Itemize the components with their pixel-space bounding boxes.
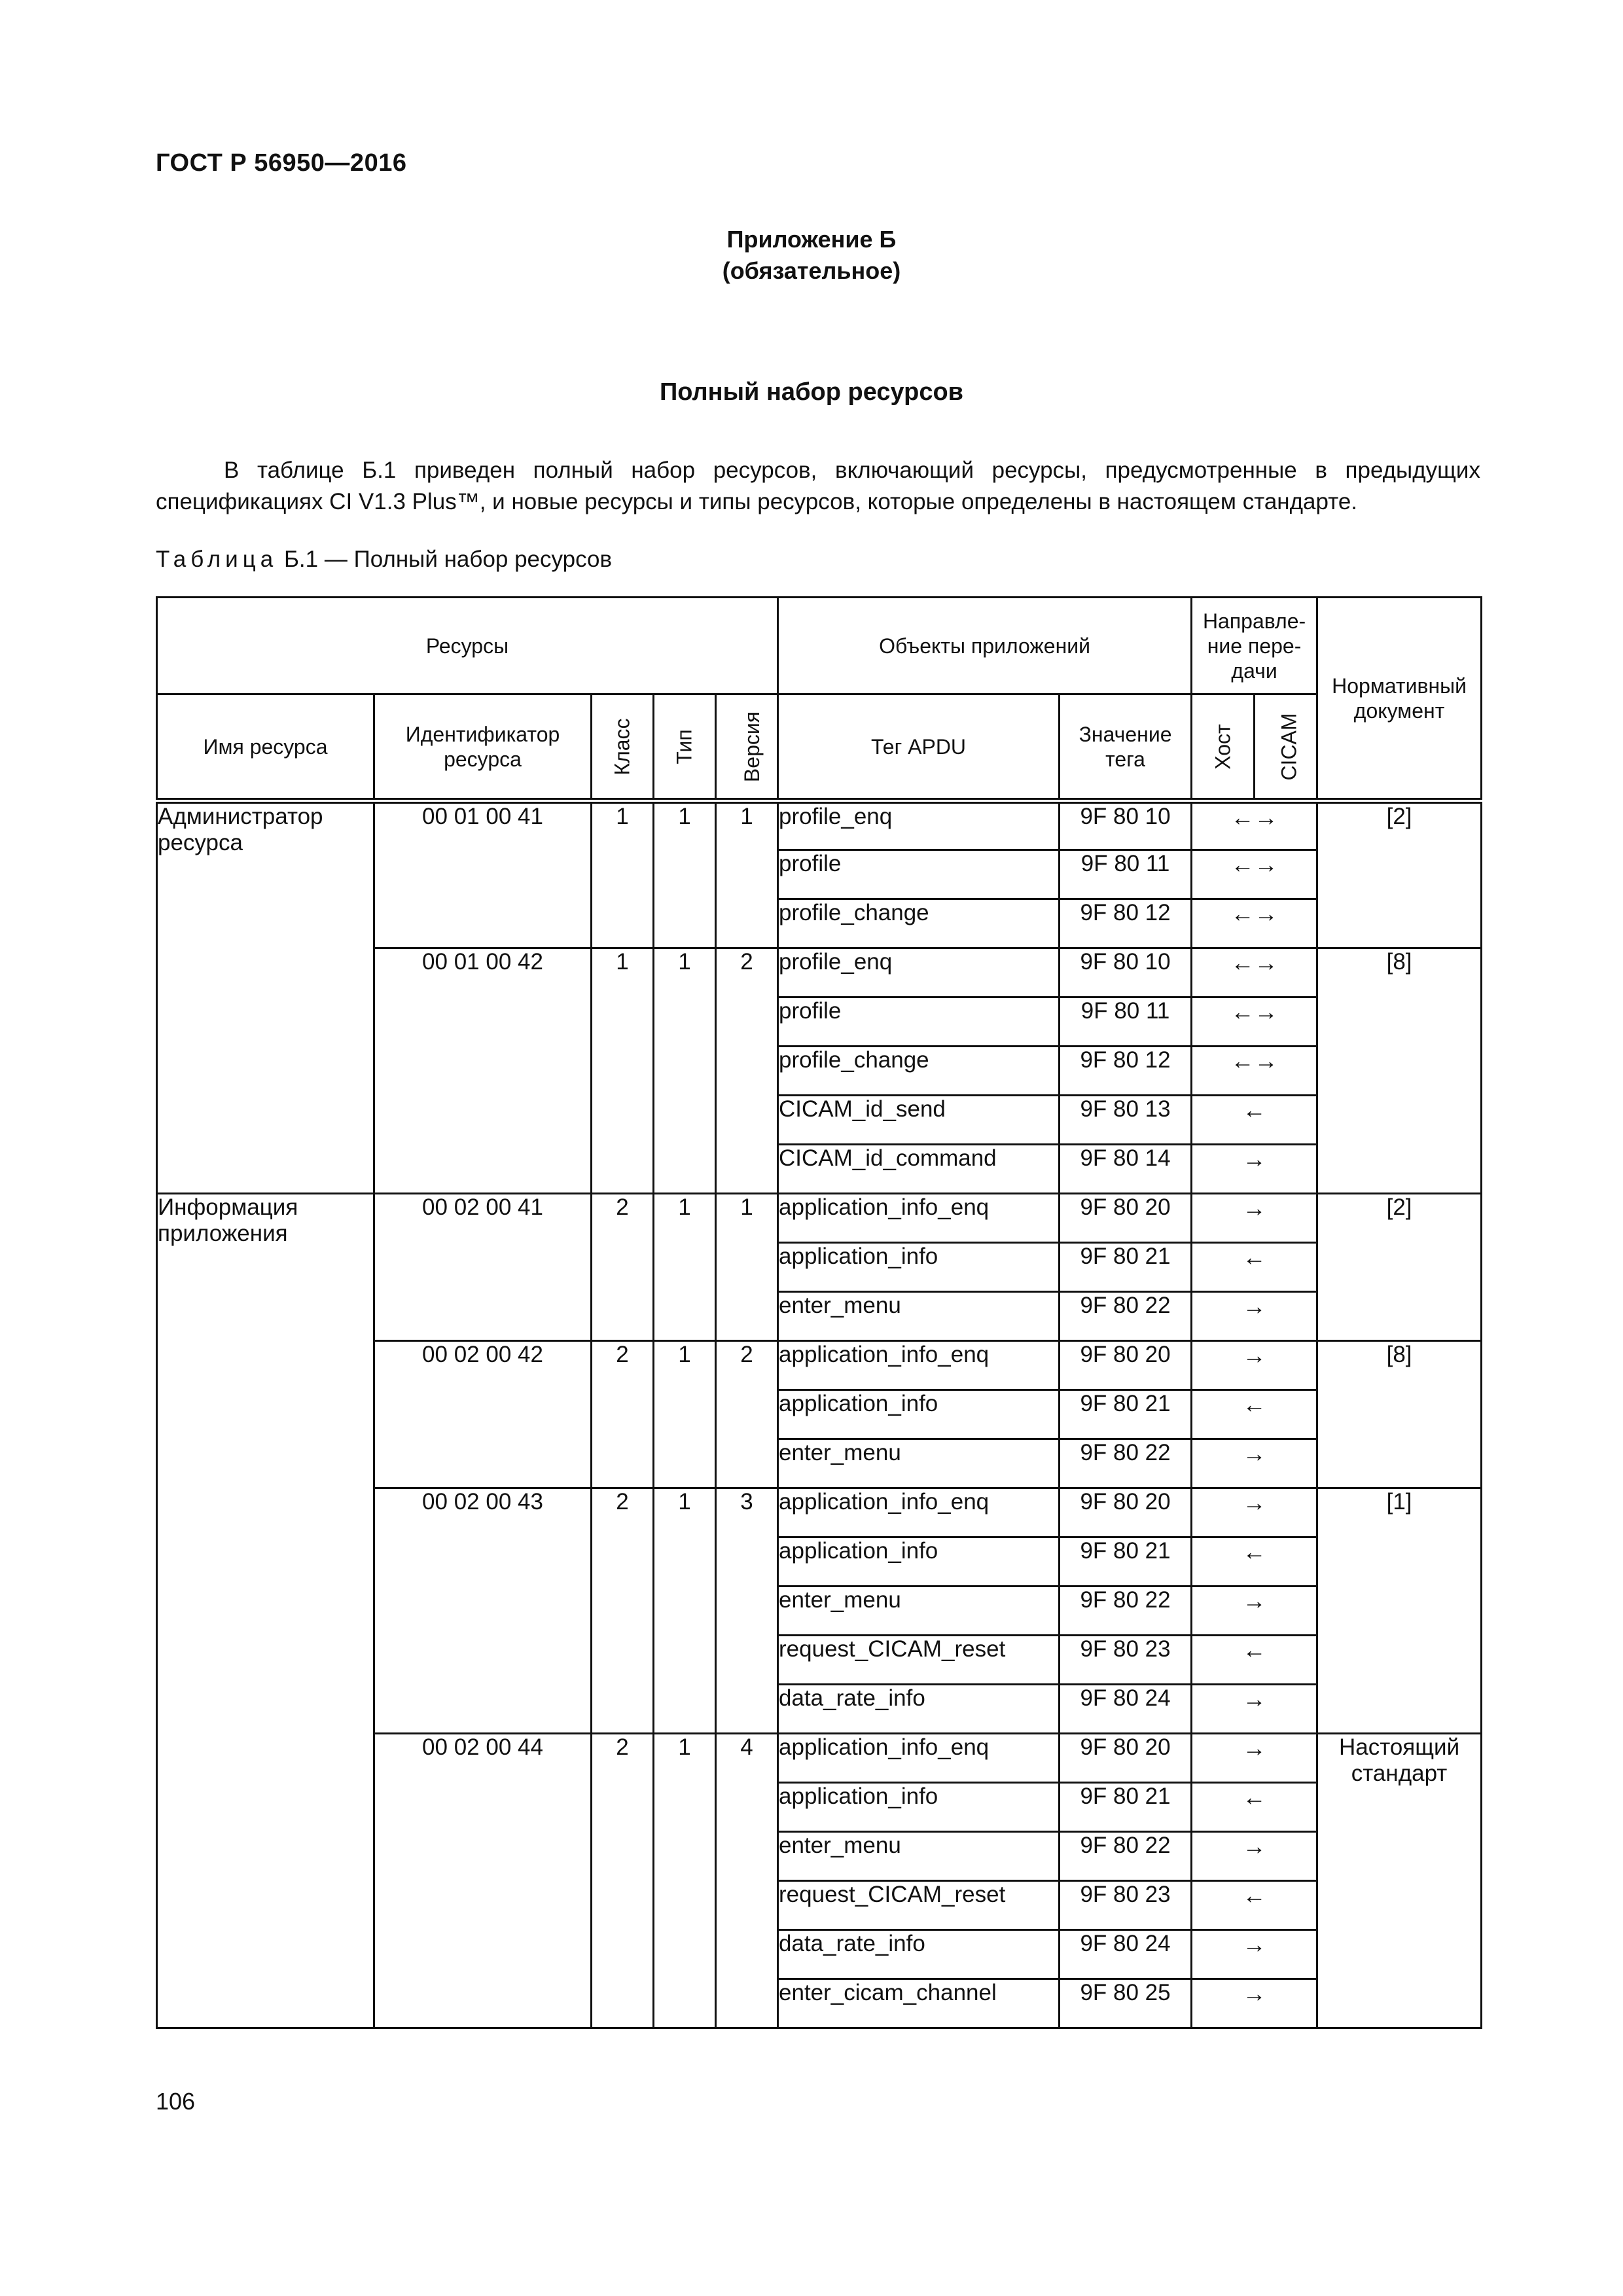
tag-value-cell: 9F 80 24 — [1060, 1685, 1192, 1734]
type-cell: 1 — [654, 1194, 716, 1341]
header-class — [592, 694, 654, 801]
version-cell: 4 — [716, 1734, 778, 2028]
header-app-objects: Объекты приложений — [778, 598, 1192, 694]
tag-value-cell: 9F 80 22 — [1060, 1587, 1192, 1636]
resource-id-cell: 00 02 00 43 — [374, 1488, 592, 1734]
tag-value-cell: 9F 80 22 — [1060, 1292, 1192, 1341]
header-version-label: Версия — [740, 711, 764, 782]
header-host — [1192, 694, 1255, 801]
table-caption — [156, 547, 612, 573]
direction-cell: → — [1192, 1930, 1317, 1979]
tag-value-cell: 9F 80 20 — [1060, 1488, 1192, 1537]
direction-cell: ←→ — [1192, 801, 1317, 850]
header-resource-id: Идентификатор ресурса — [374, 694, 592, 801]
normative-ref-cell: [1] — [1317, 1488, 1482, 1734]
version-cell: 1 — [716, 801, 778, 948]
direction-cell: ←→ — [1192, 899, 1317, 948]
apdu-tag-cell: data_rate_info — [778, 1685, 1060, 1734]
normative-ref-cell: [2] — [1317, 801, 1482, 948]
tag-value-cell: 9F 80 10 — [1060, 948, 1192, 997]
apdu-tag-cell: enter_cicam_channel — [778, 1979, 1060, 2028]
resource-id-cell: 00 02 00 42 — [374, 1341, 592, 1488]
apdu-tag-cell: application_info_enq — [778, 1734, 1060, 1783]
apdu-tag-cell: profile_change — [778, 1047, 1060, 1096]
header-type — [654, 694, 716, 801]
table-row — [157, 1194, 1482, 1243]
class-cell: 1 — [592, 948, 654, 1194]
tag-value-cell: 9F 80 10 — [1060, 801, 1192, 850]
version-cell: 2 — [716, 1341, 778, 1488]
tag-value-cell: 9F 80 12 — [1060, 1047, 1192, 1096]
direction-cell: ←→ — [1192, 1047, 1317, 1096]
class-cell: 1 — [592, 801, 654, 948]
apdu-tag-cell: application_info — [778, 1243, 1060, 1292]
tag-value-cell: 9F 80 24 — [1060, 1930, 1192, 1979]
version-cell: 1 — [716, 1194, 778, 1341]
apdu-tag-cell: profile — [778, 997, 1060, 1047]
type-cell: 1 — [654, 948, 716, 1194]
resource-name-cell: Администратор ресурса — [157, 801, 374, 1194]
tag-value-cell: 9F 80 13 — [1060, 1096, 1192, 1145]
header-cicam — [1255, 694, 1317, 801]
type-cell: 1 — [654, 801, 716, 948]
direction-cell: → — [1192, 1979, 1317, 2028]
table-caption-text: Б.1 — Полный набор ресурсов — [277, 547, 613, 572]
normative-ref-cell: Настоящий стандарт — [1317, 1734, 1482, 2028]
type-cell: 1 — [654, 1734, 716, 2028]
table-row — [157, 801, 1482, 850]
header-tag-value: Значение тега — [1060, 694, 1192, 801]
apdu-tag-cell: application_info_enq — [778, 1341, 1060, 1390]
direction-cell: → — [1192, 1145, 1317, 1194]
tag-value-cell: 9F 80 23 — [1060, 1881, 1192, 1930]
appendix-title: Приложение Б — [726, 226, 897, 253]
direction-cell: ← — [1192, 1243, 1317, 1292]
resources-table — [156, 596, 1482, 2029]
tag-value-cell: 9F 80 20 — [1060, 1194, 1192, 1243]
direction-cell: ← — [1192, 1390, 1317, 1439]
direction-cell: ←→ — [1192, 948, 1317, 997]
apdu-tag-cell: request_CICAM_reset — [778, 1881, 1060, 1930]
intro-paragraph: В таблице Б.1 приведен полный набор ресурсов, включающий ресурсы, предусмотренные в предыдущих спецификациях CI V1.3 Plus™, и новые ресурсы и типы ресурсов, которые определены в настоящем стандарте. — [156, 457, 1480, 514]
apdu-tag-cell: enter_menu — [778, 1292, 1060, 1341]
normative-ref-cell: [8] — [1317, 1341, 1482, 1488]
apdu-tag-cell: CICAM_id_command — [778, 1145, 1060, 1194]
resource-id-cell: 00 02 00 44 — [374, 1734, 592, 2028]
apdu-tag-cell: profile_enq — [778, 948, 1060, 997]
tag-value-cell: 9F 80 20 — [1060, 1734, 1192, 1783]
tag-value-cell: 9F 80 20 — [1060, 1341, 1192, 1390]
direction-cell: ← — [1192, 1537, 1317, 1587]
apdu-tag-cell: profile_enq — [778, 801, 1060, 850]
direction-cell: → — [1192, 1194, 1317, 1243]
class-cell: 2 — [592, 1341, 654, 1488]
apdu-tag-cell: enter_menu — [778, 1587, 1060, 1636]
header-host-label: Хост — [1211, 723, 1235, 770]
tag-value-cell: 9F 80 21 — [1060, 1243, 1192, 1292]
direction-cell: ← — [1192, 1881, 1317, 1930]
header-apdu-tag: Тег APDU — [778, 694, 1060, 801]
normative-ref-cell: [2] — [1317, 1194, 1482, 1341]
direction-cell: → — [1192, 1439, 1317, 1488]
tag-value-cell: 9F 80 14 — [1060, 1145, 1192, 1194]
direction-cell: ← — [1192, 1096, 1317, 1145]
resource-name-cell: Информация приложения — [157, 1194, 374, 2028]
apdu-tag-cell: enter_menu — [778, 1439, 1060, 1488]
class-cell: 2 — [592, 1488, 654, 1734]
tag-value-cell: 9F 80 22 — [1060, 1439, 1192, 1488]
header-normative: Нормативный документ — [1317, 598, 1482, 801]
apdu-tag-cell: CICAM_id_send — [778, 1096, 1060, 1145]
direction-cell: → — [1192, 1734, 1317, 1783]
type-cell: 1 — [654, 1488, 716, 1734]
tag-value-cell: 9F 80 11 — [1060, 850, 1192, 899]
tag-value-cell: 9F 80 21 — [1060, 1390, 1192, 1439]
version-cell: 3 — [716, 1488, 778, 1734]
class-cell: 2 — [592, 1194, 654, 1341]
tag-value-cell: 9F 80 12 — [1060, 899, 1192, 948]
class-cell: 2 — [592, 1734, 654, 2028]
apdu-tag-cell: profile — [778, 850, 1060, 899]
section-heading: Полный набор ресурсов — [659, 378, 964, 406]
direction-cell: → — [1192, 1685, 1317, 1734]
direction-cell: ← — [1192, 1783, 1317, 1832]
direction-cell: → — [1192, 1292, 1317, 1341]
apdu-tag-cell: application_info — [778, 1537, 1060, 1587]
apdu-tag-cell: enter_menu — [778, 1832, 1060, 1881]
apdu-tag-cell: application_info_enq — [778, 1194, 1060, 1243]
tag-value-cell: 9F 80 21 — [1060, 1537, 1192, 1587]
header-type-label: Тип — [673, 728, 696, 764]
tag-value-cell: 9F 80 22 — [1060, 1832, 1192, 1881]
header-cicam-label: CICAM — [1277, 712, 1301, 781]
apdu-tag-cell: application_info — [778, 1783, 1060, 1832]
direction-cell: ←→ — [1192, 997, 1317, 1047]
header-version — [716, 694, 778, 801]
direction-cell: ← — [1192, 1636, 1317, 1685]
apdu-tag-cell: application_info_enq — [778, 1488, 1060, 1537]
header-resource-name: Имя ресурса — [157, 694, 374, 801]
direction-cell: ←→ — [1192, 850, 1317, 899]
tag-value-cell: 9F 80 25 — [1060, 1979, 1192, 2028]
resource-id-cell: 00 01 00 41 — [374, 801, 592, 948]
direction-cell: → — [1192, 1488, 1317, 1537]
apdu-tag-cell: request_CICAM_reset — [778, 1636, 1060, 1685]
tag-value-cell: 9F 80 11 — [1060, 997, 1192, 1047]
normative-ref-cell: [8] — [1317, 948, 1482, 1194]
type-cell: 1 — [654, 1341, 716, 1488]
appendix-status: (обязательное) — [722, 257, 901, 284]
table-caption-label: Таблица — [156, 547, 278, 572]
header-resources: Ресурсы — [157, 598, 778, 694]
resource-id-cell: 00 01 00 42 — [374, 948, 592, 1194]
page-number: 106 — [156, 2088, 196, 2115]
tag-value-cell: 9F 80 21 — [1060, 1783, 1192, 1832]
document-code: ГОСТ Р 56950—2016 — [156, 149, 407, 177]
direction-cell: → — [1192, 1832, 1317, 1881]
header-class-label: Класс — [610, 717, 634, 776]
tag-value-cell: 9F 80 23 — [1060, 1636, 1192, 1685]
version-cell: 2 — [716, 948, 778, 1194]
apdu-tag-cell: profile_change — [778, 899, 1060, 948]
apdu-tag-cell: application_info — [778, 1390, 1060, 1439]
direction-cell: → — [1192, 1587, 1317, 1636]
apdu-tag-cell: data_rate_info — [778, 1930, 1060, 1979]
direction-cell: → — [1192, 1341, 1317, 1390]
resource-id-cell: 00 02 00 41 — [374, 1194, 592, 1341]
header-direction: Направле-ние пере-дачи — [1192, 598, 1317, 694]
